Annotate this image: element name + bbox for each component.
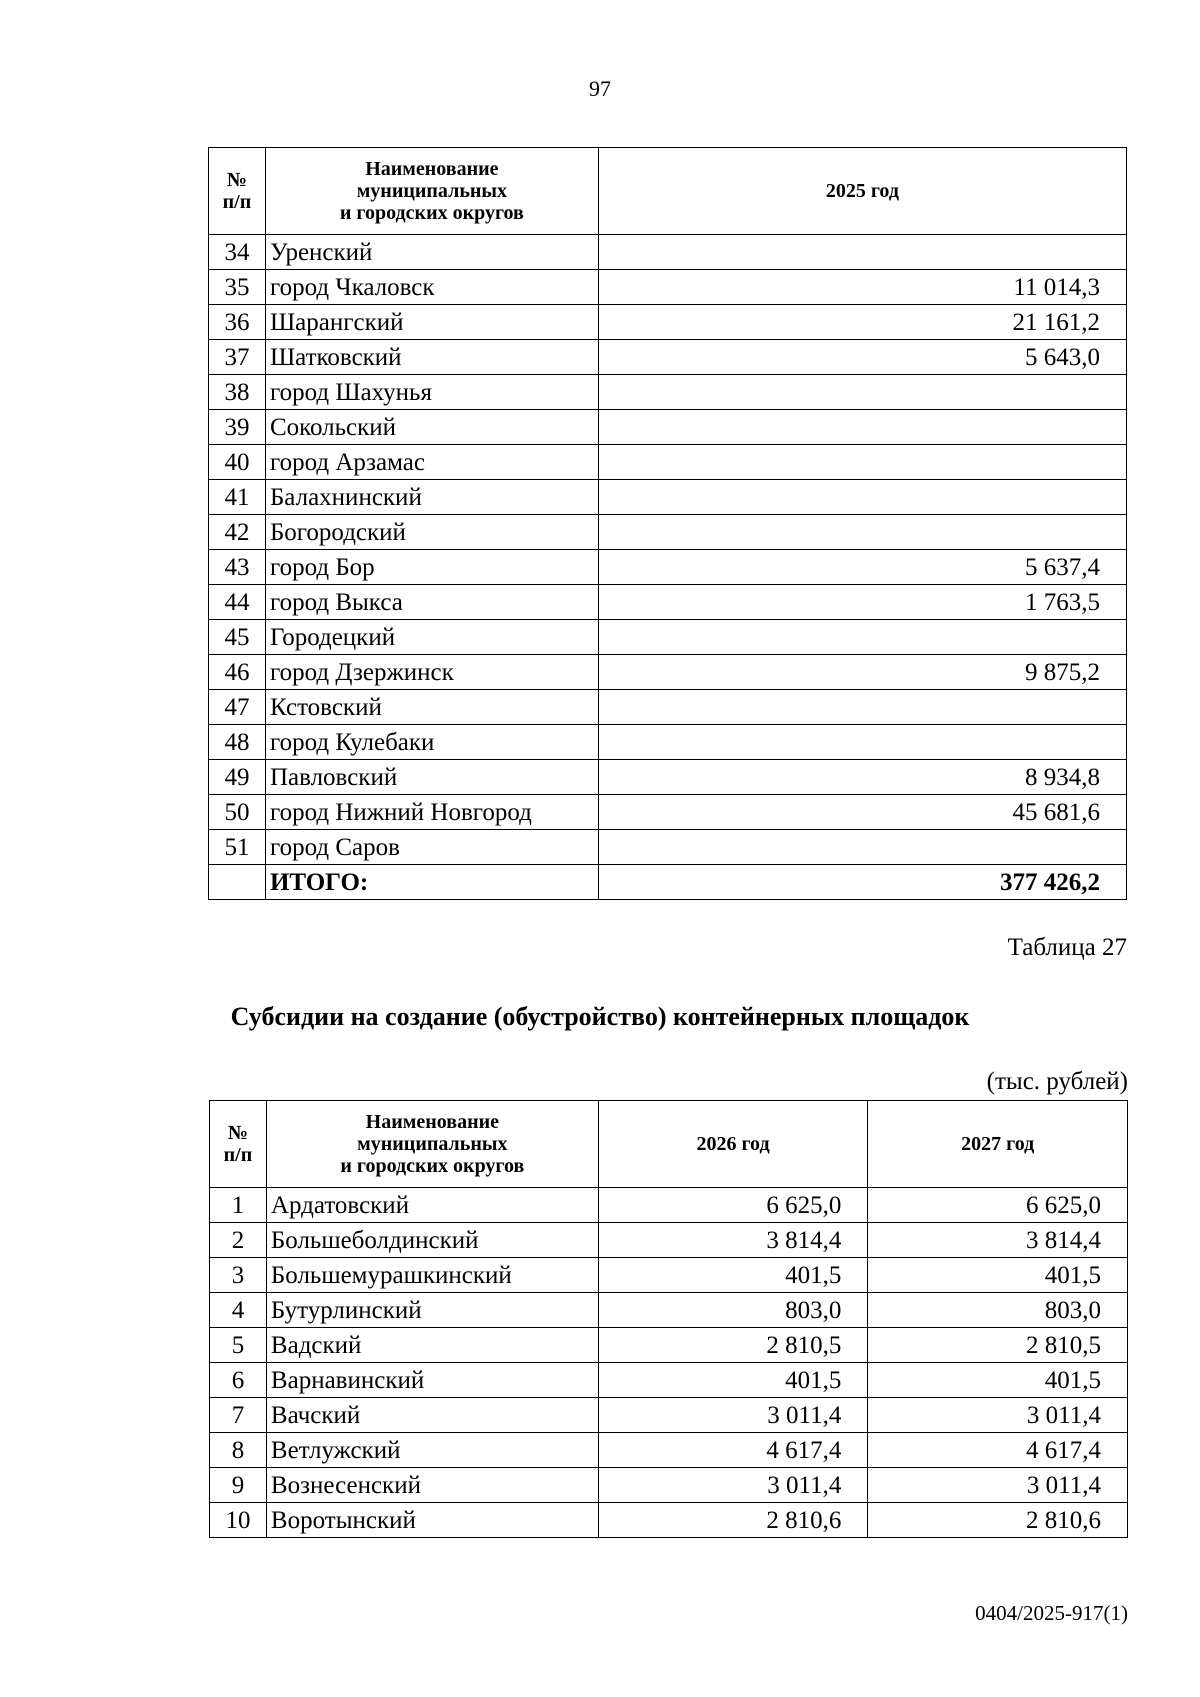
district-name: Ардатовский	[266, 1188, 598, 1223]
value-2027: 3 011,4	[868, 1468, 1128, 1503]
row-number: 4	[210, 1293, 267, 1328]
row-number: 50	[209, 795, 266, 830]
value-2027: 2 810,5	[868, 1328, 1128, 1363]
district-name: Вознесенский	[266, 1468, 598, 1503]
table-2026-2027	[209, 1100, 1128, 1538]
value-2025	[598, 410, 1126, 445]
district-name: Уренский	[265, 235, 598, 270]
table-row	[210, 1363, 1128, 1398]
value-2025: 11 014,3	[598, 270, 1126, 305]
district-name: Воротынский	[266, 1503, 598, 1538]
table-row	[209, 585, 1127, 620]
table-row	[209, 305, 1127, 340]
table-row	[210, 1503, 1128, 1538]
district-name: Шарангский	[265, 305, 598, 340]
row-number: 10	[210, 1503, 267, 1538]
value-2025	[598, 515, 1126, 550]
value-2025: 21 161,2	[598, 305, 1126, 340]
district-name: город Саров	[265, 830, 598, 865]
district-name: Вадский	[266, 1328, 598, 1363]
row-number: 8	[210, 1433, 267, 1468]
district-name: Большеболдинский	[266, 1223, 598, 1258]
table-title: Субсидии на создание (обустройство) контейнерных площадок	[230, 1002, 970, 1031]
row-number: 34	[209, 235, 266, 270]
row-number: 3	[210, 1258, 267, 1293]
row-number: 39	[209, 410, 266, 445]
row-number: 45	[209, 620, 266, 655]
row-number: 48	[209, 725, 266, 760]
row-number: 51	[209, 830, 266, 865]
district-name: город Нижний Новгород	[265, 795, 598, 830]
table-row	[209, 795, 1127, 830]
district-name: Сокольский	[265, 410, 598, 445]
value-2025	[598, 725, 1126, 760]
document-code: 0404/2025-917(1)	[975, 1601, 1128, 1625]
value-2027: 2 810,6	[868, 1503, 1128, 1538]
row-number: 36	[209, 305, 266, 340]
table-row	[209, 690, 1127, 725]
value-2025: 5 637,4	[598, 550, 1126, 585]
table-row	[209, 550, 1127, 585]
value-2026: 2 810,6	[598, 1503, 868, 1538]
district-name: Ветлужский	[266, 1433, 598, 1468]
row-number: 44	[209, 585, 266, 620]
row-number: 1	[210, 1188, 267, 1223]
district-name: Шатковский	[265, 340, 598, 375]
table-header-row	[210, 1101, 1128, 1188]
district-name: город Шахунья	[265, 375, 598, 410]
value-2027: 401,5	[868, 1258, 1128, 1293]
table-row	[210, 1398, 1128, 1433]
district-name: город Дзержинск	[265, 655, 598, 690]
row-number: 40	[209, 445, 266, 480]
value-2025	[598, 480, 1126, 515]
row-number: 5	[210, 1328, 267, 1363]
value-2026: 4 617,4	[598, 1433, 868, 1468]
value-2025: 9 875,2	[598, 655, 1126, 690]
district-name: Бутурлинский	[266, 1293, 598, 1328]
row-number: 49	[209, 760, 266, 795]
header-year-2025: 2025 год	[598, 148, 1126, 235]
header-name: Наименование муниципальных и городских округов	[265, 148, 598, 235]
row-number: 38	[209, 375, 266, 410]
table-row	[209, 515, 1127, 550]
value-2027: 4 617,4	[868, 1433, 1128, 1468]
value-2025	[598, 235, 1126, 270]
table-row	[209, 725, 1127, 760]
table-header-row	[209, 148, 1127, 235]
row-number: 35	[209, 270, 266, 305]
table-row	[210, 1258, 1128, 1293]
total-number-cell	[209, 865, 266, 900]
value-2026: 401,5	[598, 1363, 868, 1398]
value-2025	[598, 445, 1126, 480]
row-number: 43	[209, 550, 266, 585]
total-value: 377 426,2	[598, 865, 1126, 900]
page-number: 97	[589, 76, 611, 101]
district-name: город Чкаловск	[265, 270, 598, 305]
value-2025	[598, 620, 1126, 655]
header-number: № п/п	[209, 148, 266, 235]
value-2027: 803,0	[868, 1293, 1128, 1328]
row-number: 9	[210, 1468, 267, 1503]
header-year-2026: 2026 год	[598, 1101, 868, 1188]
row-number: 37	[209, 340, 266, 375]
table-row	[210, 1468, 1128, 1503]
district-name: Вачский	[266, 1398, 598, 1433]
table-row	[210, 1433, 1128, 1468]
table-row	[209, 270, 1127, 305]
table-row	[209, 830, 1127, 865]
district-name: Городецкий	[265, 620, 598, 655]
header-year-2027: 2027 год	[868, 1101, 1128, 1188]
header-number: № п/п	[210, 1101, 267, 1188]
row-number: 2	[210, 1223, 267, 1258]
table-row	[209, 375, 1127, 410]
row-number: 47	[209, 690, 266, 725]
value-2026: 803,0	[598, 1293, 868, 1328]
row-number: 42	[209, 515, 266, 550]
district-name: город Арзамас	[265, 445, 598, 480]
table-row	[209, 340, 1127, 375]
value-2025	[598, 375, 1126, 410]
table-row	[210, 1328, 1128, 1363]
district-name: Балахнинский	[265, 480, 598, 515]
district-name: Павловский	[265, 760, 598, 795]
value-2026: 401,5	[598, 1258, 868, 1293]
value-2026: 2 810,5	[598, 1328, 868, 1363]
table-2025	[208, 147, 1127, 900]
total-label: ИТОГО:	[265, 865, 598, 900]
district-name: Богородский	[265, 515, 598, 550]
row-number: 6	[210, 1363, 267, 1398]
value-2027: 3 011,4	[868, 1398, 1128, 1433]
total-row	[209, 865, 1127, 900]
row-number: 7	[210, 1398, 267, 1433]
value-2025: 5 643,0	[598, 340, 1126, 375]
value-2025: 45 681,6	[598, 795, 1126, 830]
value-2025: 1 763,5	[598, 585, 1126, 620]
table-row	[209, 620, 1127, 655]
value-2026: 6 625,0	[598, 1188, 868, 1223]
value-2027: 401,5	[868, 1363, 1128, 1398]
value-2026: 3 814,4	[598, 1223, 868, 1258]
value-2025	[598, 830, 1126, 865]
district-name: Варнавинский	[266, 1363, 598, 1398]
table-label: Таблица 27	[1007, 934, 1127, 961]
row-number: 41	[209, 480, 266, 515]
row-number: 46	[209, 655, 266, 690]
district-name: Большемурашкинский	[266, 1258, 598, 1293]
table-row	[209, 655, 1127, 690]
table-body	[209, 235, 1127, 900]
header-name: Наименование муниципальных и городских округов	[266, 1101, 598, 1188]
district-name: Кстовский	[265, 690, 598, 725]
table-row	[209, 445, 1127, 480]
value-2027: 3 814,4	[868, 1223, 1128, 1258]
table-row	[209, 760, 1127, 795]
value-2025: 8 934,8	[598, 760, 1126, 795]
table-row	[209, 410, 1127, 445]
value-2026: 3 011,4	[598, 1398, 868, 1433]
district-name: город Бор	[265, 550, 598, 585]
table-row	[209, 480, 1127, 515]
units-label: (тыс. рублей)	[986, 1068, 1128, 1095]
table-row	[210, 1223, 1128, 1258]
table-row	[210, 1293, 1128, 1328]
table-body	[210, 1188, 1128, 1538]
table-row	[210, 1188, 1128, 1223]
value-2027: 6 625,0	[868, 1188, 1128, 1223]
value-2026: 3 011,4	[598, 1468, 868, 1503]
table-row	[209, 235, 1127, 270]
district-name: город Выкса	[265, 585, 598, 620]
district-name: город Кулебаки	[265, 725, 598, 760]
value-2025	[598, 690, 1126, 725]
